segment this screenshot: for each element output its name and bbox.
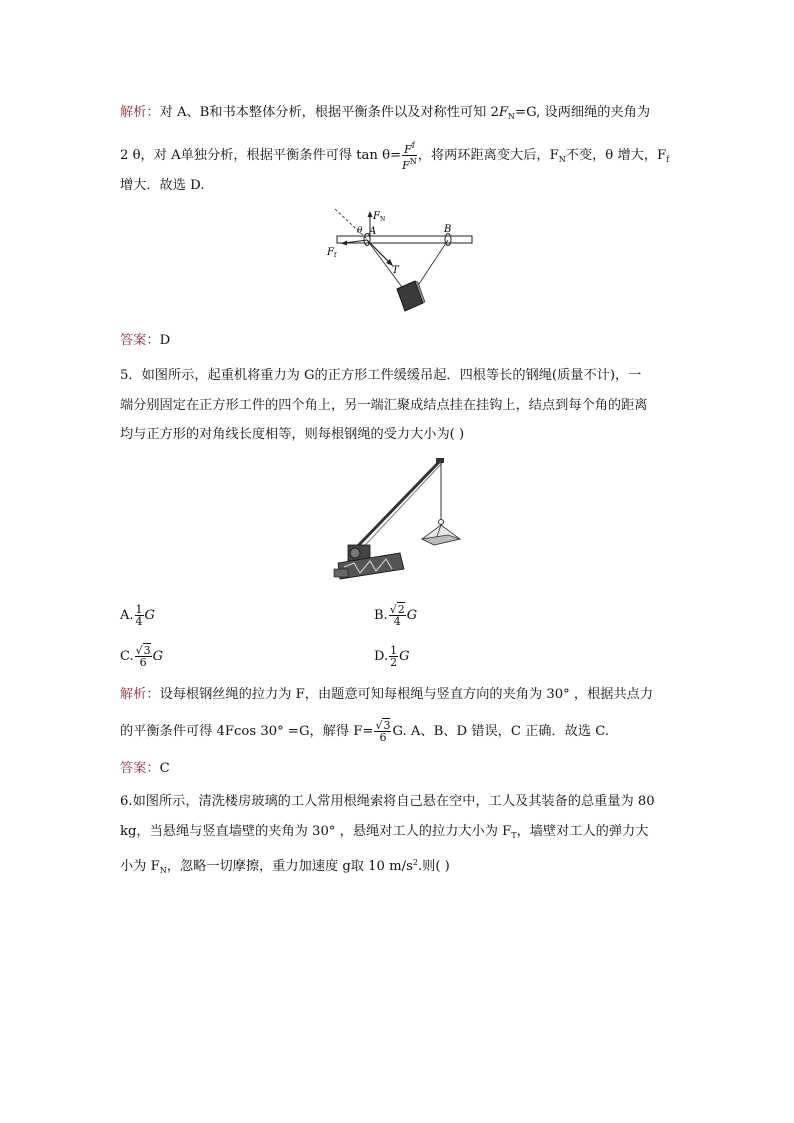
q5-explanation-line-2 [120,720,609,743]
q5-exp2-b: G. A、B、D 错误，C 正确．故选 C. [392,724,610,739]
option-b-den: 4 [393,615,401,628]
q4-line2-a: 2 θ，对 A单独分析，根据平衡条件可得 tan θ= [120,148,402,163]
option-b-num: 2 [397,603,405,616]
option-a-g: G [144,608,155,623]
q4-line2-sub2: f [666,155,670,164]
option-b-label: B. [374,608,388,623]
q4-frac-num: F [404,143,412,156]
crane-outrigger [334,569,348,577]
option-d-num: 1 [390,644,398,657]
option-a-num: 1 [135,603,143,616]
option-a-den: 4 [135,615,143,628]
q4-line1-sub: N [508,112,516,121]
option-c-g: G [152,649,164,664]
q4-frac-den-sup: N [409,157,417,166]
q5-stem-line-1: 5．如图所示，起重机将重力为 G的正方形工件缓缓吊起．四根等长的钢绳(质量不计)，一 [120,368,642,383]
q5-answer-label: 答案： [120,761,160,776]
string-b [417,240,448,287]
q6-line3-c: .则( ) [417,859,450,874]
boom-tip [436,458,444,463]
q4-line1-F: F [498,105,509,120]
option-c-num: 3 [143,644,151,657]
q4-explanation-line-2 [120,140,669,171]
q4-answer-label: 答案： [120,333,160,348]
option-c-label: C. [120,649,134,664]
q6-line2-a: kg，当悬绳与竖直墙壁的夹角为 30° ，悬绳对工人的拉力大小为 F [120,824,512,839]
q4-line2-b: ，将两环距离变大后，F [417,148,559,163]
option-a-label: A. [120,608,134,623]
q6-stem-line-3 [120,853,450,881]
q5-option-a[interactable] [120,604,155,627]
q6-stem-line-1: 6.如图所示，清洗楼房玻璃的工人常用根绳索将自己悬在空中，工人及其装备的总重量为 80 [120,794,655,809]
q4-line2-sub1: N [558,155,566,164]
label-ff: $F_f$ [327,247,337,259]
q4-frac-num-sup: f [411,141,415,150]
q6-line3-sub: N [159,866,167,875]
q5-stem-line-3: 均与正方形的对角线长度相等，则每根钢绳的受力大小为( ) [120,427,465,442]
q5-exp1: 设每根钢丝绳的拉力为 F，由题意可知每根绳与竖直方向的夹角为 30° ，根据共点力 [159,687,654,702]
q6-line3-sup: 2 [412,858,418,867]
q4-explanation-line-1 [120,103,650,127]
q4-jiexi-label: 解析： [120,105,160,120]
q5-option-b[interactable]: B. $\frac{√2}{4}$ G [374,603,418,628]
q5-crane-figure [330,457,470,585]
label-a: A [369,226,377,237]
q5-option-c[interactable]: C. $\frac{√3}{6}$ G [120,644,164,669]
label-t: T [392,265,399,276]
q4-line1-text: 对 A、B和书本整体分析，根据平衡条件以及对称性可知 2 [159,105,499,120]
option-d-den: 2 [390,656,398,669]
q4-force-diagram [325,205,485,320]
q5-answer-line [120,759,170,779]
fn-arrowhead [368,211,373,217]
q5-exp2-a: 的平衡条件可得 4Fcos 30° =G，解得 F= [120,724,374,739]
crane-winch [350,548,360,558]
q5-exp2-num: 3 [383,719,391,732]
q5-exp2-den: 6 [379,731,387,744]
option-c-den: 6 [139,656,147,669]
label-b: B [444,224,452,235]
q4-answer-value: D [159,333,171,348]
q4-tan-fraction [402,140,417,171]
q4-line1-tail: =G, 设两细绳的夹角为 [515,105,651,120]
string-a [367,240,402,287]
q6-stem-line-2 [120,822,648,846]
q5-explanation-line-1 [120,685,653,705]
hook [439,520,444,525]
option-b-g: G [406,608,418,623]
q6-line2-b: ，墙壁对工人的弹力大 [516,824,649,839]
q4-frac-den: F [402,159,410,172]
q4-answer-line [120,331,170,351]
q6-line3-a: 小为 F [120,859,160,874]
option-d-g: G [399,649,410,664]
q5-answer-value: C [159,761,170,776]
q6-line2-sub: T [511,831,517,840]
q5-stem-line-2: 端分别固定在正方形工件的四个角上，另一端汇聚成结点挂在挂钩上，结点到每个角的距离 [120,398,648,413]
q5-jiexi-label: 解析： [120,687,160,702]
q5-option-d[interactable] [374,645,409,668]
option-d-label: D. [374,649,389,664]
q5-exp2-fraction: $\frac{√3}{6}$ [375,719,391,744]
label-theta: θ [357,226,363,236]
q4-explanation-line-3: 增大．故选 D. [120,178,205,193]
rod [337,236,472,243]
q4-line2-c: 不变，θ 增大，F [565,148,667,163]
q6-line3-b: ，忽略一切摩擦，重力加速度 g取 10 m/s [166,859,413,874]
label-fn: $F_N$ [373,211,386,223]
